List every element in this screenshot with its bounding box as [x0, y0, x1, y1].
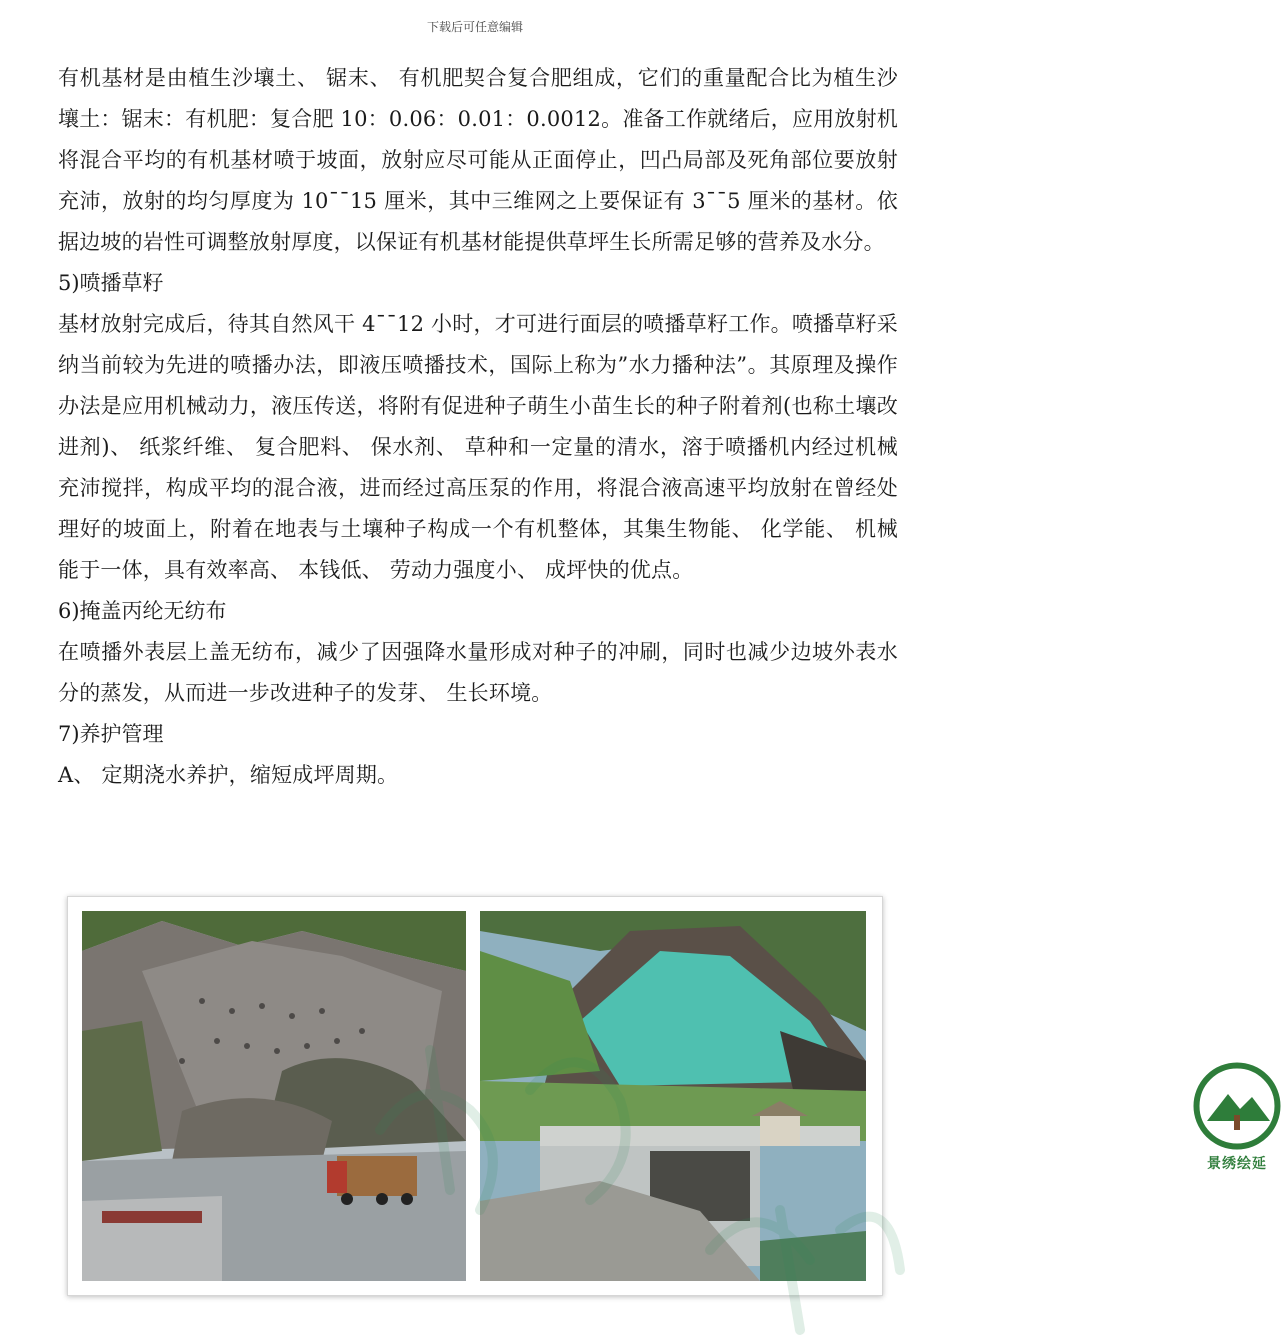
paragraph-seed-spraying: 基材放射完成后，待其自然风干 4¯¯12 小时，才可进行面层的喷播草籽工作。喷播草籽采纳当前较为先进的喷播办法，即液压喷播技术，国际上称为”水力播种法”。其原理及操作办法是应用机械动力，液压传送，将附有促进种子萌生小苗生长的种子附着剂(也称土壤改进剂)、 纸浆纤维、 复合肥料、 保水剂、 草种和一定量的清水，溶于喷播机内经过机械充沛搅拌，构成平均的混合液，进而经过高压泵的作用，将混合液高速平均放射在曾经处理好的坡面上，附着在地表与土壤种子构成一个有机整体，其集生物能、 化学能、 机械能于一体，具有效率高、 本钱低、 劳动力强度小、 成坪快的优点。 [58, 312, 898, 582]
paragraph-substrate: 有机基材是由植生沙壤土、 锯末、 有机肥契合复合肥组成，它们的重量配合比为植生沙壤土：锯末：有机肥：复合肥 10：0.06：0.01：0.0012。准备工作就绪后，应用放射机将混合平均的有机基材喷于坡面，放射应尽可能从正面停止，凹凸局部及死角部位要放射充沛，放射的均匀厚度为 10¯¯15 厘米，其中三维网之上要保证有 3¯¯5 厘米的基材。依据边坡的岩性可调整放射厚度，以保证有机基材能提供草坪生长所需足够的营养及水分。 [58, 66, 898, 254]
slope-after-photo [480, 911, 1267, 1281]
section-heading-seed-spraying: 5)喷播草籽 [58, 271, 164, 295]
slope-before-photo [82, 911, 466, 1281]
logo-text: 景绣绘延 [1207, 1156, 1267, 1172]
paragraph-maintenance: A、 定期浇水养护，缩短成坪周期。 [58, 763, 399, 787]
mountain-logo-icon [1192, 1061, 1282, 1151]
company-logo [1192, 1061, 1282, 1173]
page-header: 下载后可任意编辑 [426, 20, 523, 34]
photo-panel [67, 896, 1267, 1296]
section-heading-nonwoven-cover: 6)掩盖丙纶无纺布 [58, 599, 227, 623]
paragraph-nonwoven-cover: 在喷播外表层上盖无纺布，减少了因强降水量形成对种子的冲刷，同时也减少边坡外表水分的蒸发，从而进一步改进种子的发芽、 生长环境。 [58, 640, 898, 705]
section-heading-maintenance: 7)养护管理 [58, 722, 164, 746]
document-body [58, 58, 898, 796]
